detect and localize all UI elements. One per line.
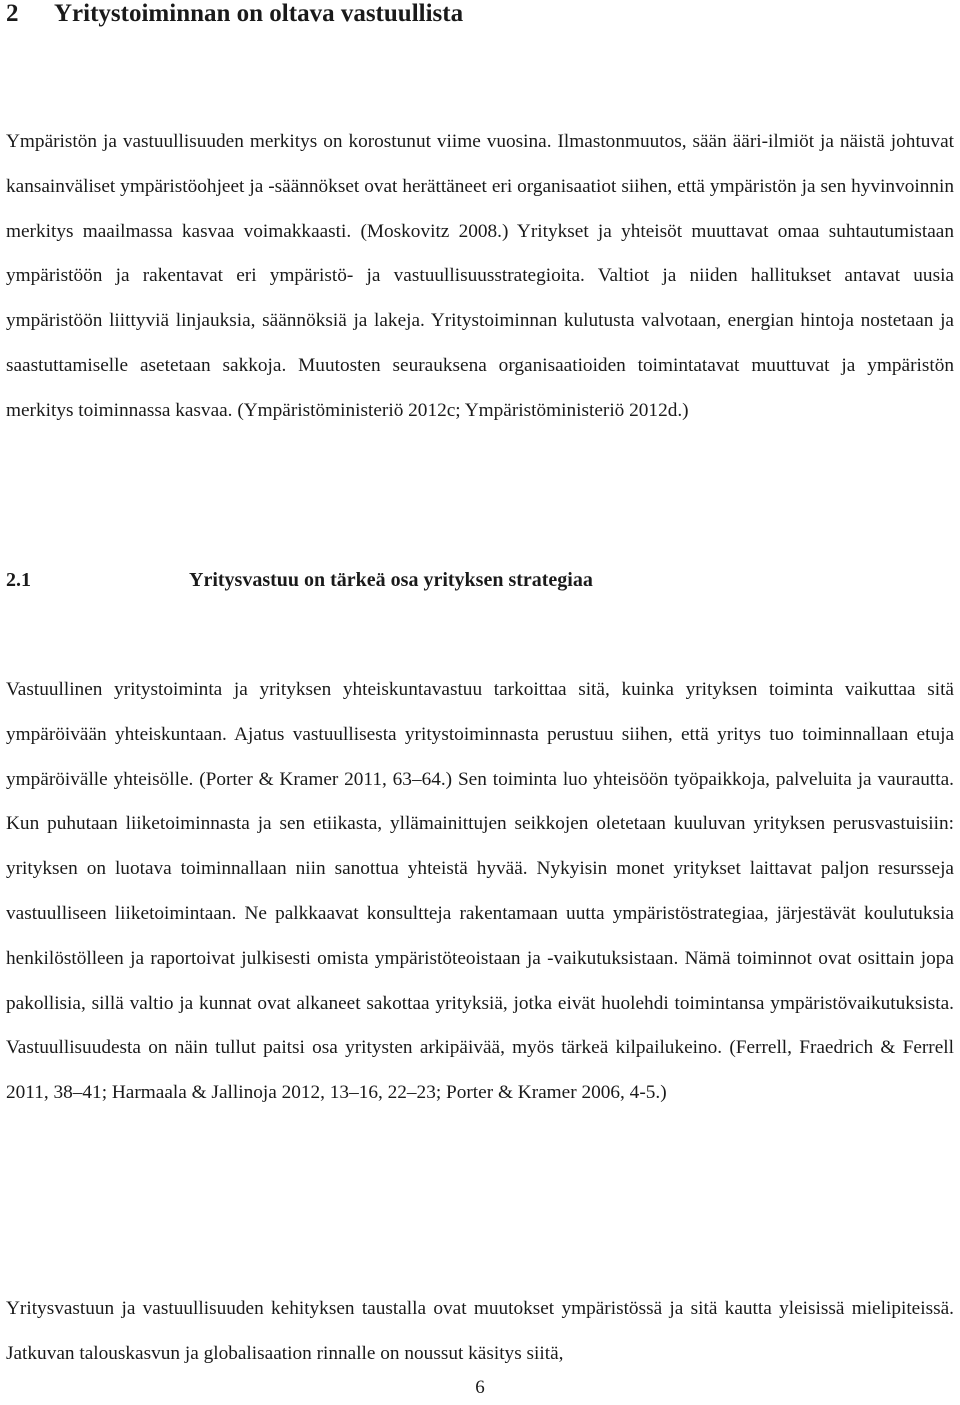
page-number: 6 <box>475 1377 485 1398</box>
body-paragraph: Ympäristön ja vastuullisuuden merkitys on korostunut viime vuosina. Ilmastonmuutos, sään ääri-ilmiöt ja näistä johtuvat kansainväliset ympäristöohjeet ja -säännökset ovat herättäneet eri organisaatiot siihen, että ympäristön ja sen hyvinvoinnin merkitys maailmassa kasvaa voimakkaasti. (Moskovitz 2008.) Yritykset ja yhteisöt muuttavat omaa suhtautumistaan ympäristöön ja rakentavat eri ympäristö- ja vastuullisuusstrategioita. Valtiot ja niiden hallitukset antavat uusia ympäristöön liittyviä linjauksia, säännöksiä ja lakeja. Yritystoiminnan kulutusta valvotaan, energian hintoja nostetaan ja saastuttamiselle asetetaan sakkoja. Muutosten seurauksena organisaatioiden toimintatavat muuttuvat ja ympäristön merkitys toiminnassa kasvaa. (Ympäristöministeriö 2012c; Ympäristöministeriö 2012d.) <box>6 131 954 421</box>
body-paragraph: Vastuullinen yritystoiminta ja yrityksen yhteiskuntavastuu tarkoittaa sitä, kuinka yrityksen toiminta vaikuttaa sitä ympäröivään yhteiskuntaan. Ajatus vastuullisesta yritystoiminnasta perustuu siihen, että yritys tuo toiminnallaan etuja ympäröivälle yhteisölle. (Porter & Kramer 2011, 63–64.) Sen toiminta luo yhteisöön työpaikkoja, palveluita ja vaurautta. Kun puhutaan liiketoiminnasta ja sen etiikasta, yllämainittujen seikkojen oletetaan kuuluvan yrityksen perusvastuisiin: yrityksen on luotava toiminnallaan niin sanottua yhteistä hyvää. Nykyisin monet yritykset laittavat paljon resursseja vastuulliseen liiketoimintaan. Ne palkkaavat konsultteja rakentamaan uutta ympäristöstrategiaa, järjestävät koulutuksia henkilöstölleen ja raportoivat julkisesti omista ympäristöteoistaan ja -vaikutuksistaan. Nämä toiminnot ovat osittain jopa pakollisia, sillä valtio ja kunnat ovat alkaneet sakottaa yrityksiä, jotka eivät huolehdi toimintansa ympäristövaikutuksista. Vastuullisuudesta on näin tullut paitsi osa yritysten arkipäivää, myös tärkeä kilpailukeino. (Ferrell, Fraedrich & Ferrell 2011, 38–41; Harmaala & Jallinoja 2012, 13–16, 22–23; Porter & Kramer 2006, 4-5.) <box>6 679 954 1104</box>
section-title: Yritysvastuu on tärkeä osa yrityksen strategiaa <box>189 569 593 591</box>
chapter-heading <box>6 0 463 32</box>
section-number: 2.1 <box>6 569 31 591</box>
chapter-number: 2 <box>6 0 19 27</box>
section-heading <box>6 565 593 595</box>
chapter-title: Yritystoiminnan on oltava vastuullista <box>54 0 464 27</box>
body-paragraph: Yritysvastuun ja vastuullisuuden kehityksen taustalla ovat muutokset ympäristössä ja sitä kautta yleisissä mielipiteissä. Jatkuvan talouskasvun ja globalisaation rinnalle on noussut käsitys siitä, <box>6 1298 954 1364</box>
